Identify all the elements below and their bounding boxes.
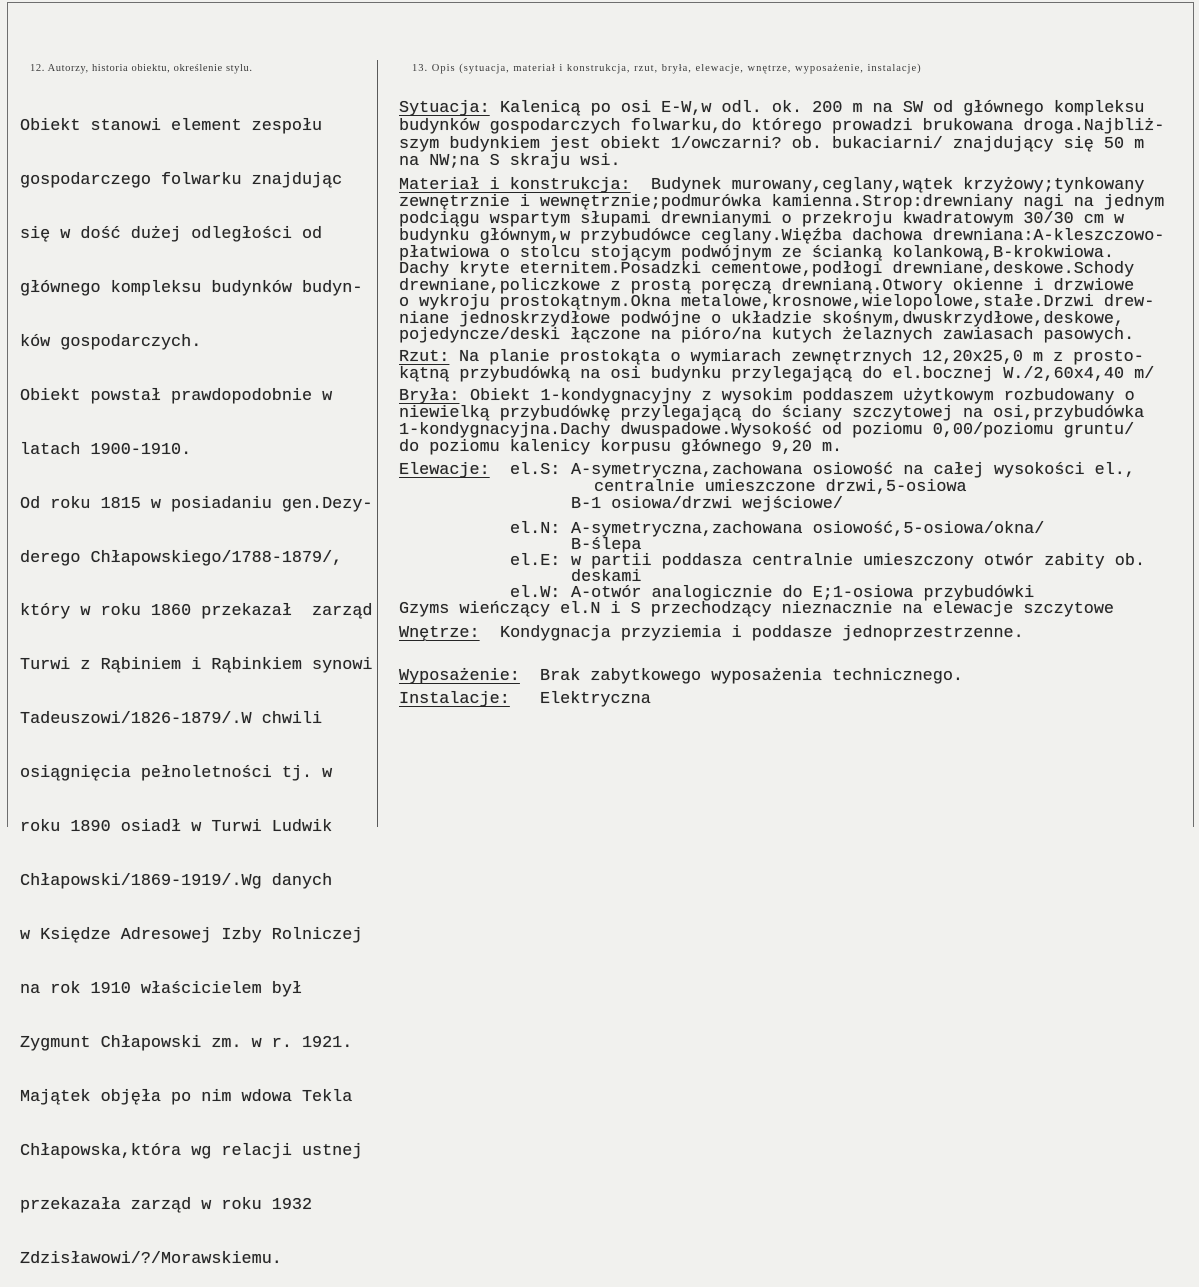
elevation-east-label: el.E: bbox=[510, 552, 561, 571]
history-line: w Księdze Adresowej Izby Rolniczej bbox=[20, 926, 363, 946]
history-line: derego Chłapowskiego/1788-1879/, bbox=[20, 548, 343, 568]
bryla-line: do poziomu kalenicy korpusu głównego 9,20 m. bbox=[399, 438, 843, 457]
material-line: Budynek murowany,ceglany,wątek krzyżowy;tynkowany bbox=[651, 176, 1145, 195]
bryla-line: Obiekt 1-kondygnacyjny z wysokim poddaszem użytkowym rozbudowany o bbox=[470, 387, 1135, 406]
bryla-line: 1-kondygnacyjna.Dachy dwuspadowe.Wysokość od poziomu 0,00/poziomu gruntu/ bbox=[399, 421, 1135, 440]
elevation-north-line: A-symetryczna,zachowana osiowość,5-osiowa/okna/ bbox=[571, 520, 1045, 539]
history-line: przekazała zarząd w roku 1932 bbox=[20, 1195, 313, 1215]
elevation-north-label: el.N: bbox=[510, 520, 561, 539]
history-line: Tadeuszowi/1826-1879/.W chwili bbox=[20, 710, 323, 730]
history-line: Turwi z Rąbiniem i Rąbinkiem synowi bbox=[20, 656, 373, 676]
material-line: o wykroju prostokątnym.Okna metalowe,krosnowe,wielopolowe,stałe.Drzwi drew- bbox=[399, 293, 1155, 312]
rzut-label: Rzut: bbox=[399, 348, 450, 367]
material-label: Materiał i konstrukcja: bbox=[399, 176, 631, 195]
elevation-east-line: deskami bbox=[571, 568, 642, 587]
wyposazenie-text: Brak zabytkowego wyposażenia technicznego. bbox=[540, 667, 963, 686]
material-line: podciągu wspartym słupami drewnianymi o przekroju kwadratowym 30/30 cm w bbox=[399, 210, 1125, 229]
history-line: głównego kompleksu budynków budyn- bbox=[20, 278, 363, 298]
instalacje-text: Elektryczna bbox=[540, 690, 651, 709]
material-line: niane jednoskrzydłowe podwójne o układzie skośnym,dwuskrzydłowe,deskowe, bbox=[399, 310, 1125, 329]
history-line: Zdzisławowi/?/Morawskiemu. bbox=[20, 1249, 282, 1269]
rzut-line: kątną przybudówką na osi budynku przylegającą do el.bocznej W./2,60x4,40 m/ bbox=[399, 365, 1155, 384]
sytuacja-label: Sytuacja: bbox=[399, 99, 490, 118]
history-line: osiągnięcia pełnoletności tj. w bbox=[20, 764, 333, 784]
elevation-south-line: B-1 osiowa/drzwi wejściowe/ bbox=[571, 495, 843, 514]
material-line: płatwiowa o stolcu stojącym podwójnym ze ścianką kolankową,B-krokwiowa. bbox=[399, 244, 1114, 263]
bryla-label: Bryła: bbox=[399, 387, 460, 406]
history-line: gospodarczego folwarku znajdując bbox=[20, 170, 343, 190]
bryla-line: niewielką przybudówkę przylegającą do ściany szczytowej na osi,przybudówka bbox=[399, 404, 1145, 423]
elevation-west-line: A-otwór analogicznie do E;1-osiowa przybudówki bbox=[571, 584, 1035, 603]
sytuacja-line: budynków gospodarczych folwarku,do którego prowadzi brukowana droga.Najbliż- bbox=[399, 117, 1165, 136]
history-line: na rok 1910 właścicielem był bbox=[20, 980, 302, 999]
elevation-west-label: el.W: bbox=[510, 584, 561, 603]
elevation-north-line: B-ślepa bbox=[571, 536, 642, 555]
history-line: ków gospodarczych. bbox=[20, 332, 202, 352]
section-12-header: 12. Autorzy, historia obiektu, określenie stylu. bbox=[30, 63, 253, 74]
sytuacja-line: szym budynkiem jest obiekt 1/owczarni? ob. bukaciarni/ znajdujący się 50 m bbox=[399, 135, 1145, 154]
history-line: Obiekt stanowi element zespołu bbox=[20, 117, 323, 136]
instalacje-label: Instalacje: bbox=[399, 690, 510, 709]
history-line: Obiekt powstał prawdopodobnie w bbox=[20, 386, 333, 406]
elevation-east-line: w partii poddasza centralnie umieszczony otwór zabity ob. bbox=[571, 552, 1146, 571]
material-line: budynku głównym,w przybudówce ceglany.Więźba dachowa drewniana:A-kleszczowo- bbox=[399, 227, 1165, 246]
sytuacja-line: na NW;na S skraju wsi. bbox=[399, 152, 621, 171]
history-line: się w dość dużej odległości od bbox=[20, 224, 323, 244]
section-13-header: 13. Opis (sytuacja, materiał i konstrukcja, rzut, bryła, elewacje, wnętrze, wyposażenie, instalacje) bbox=[412, 63, 922, 74]
material-line: Dachy kryte eternitem.Posadzki cementowe,podłogi drewniane,deskowe.Schody bbox=[399, 260, 1135, 279]
wyposazenie-label: Wyposażenie: bbox=[399, 667, 520, 686]
material-line: pojedyncze/deski łączone na pióro/na kutych żelaznych zawiasach pasowych. bbox=[399, 326, 1135, 345]
history-line: Zygmunt Chłapowski zm. w r. 1921. bbox=[20, 1033, 353, 1053]
history-line: latach 1900-1910. bbox=[20, 440, 192, 460]
sytuacja-line: Kalenicą po osi E-W,w odl. ok. 200 m na SW od głównego kompleksu bbox=[500, 99, 1145, 118]
history-line: roku 1890 osiadł w Turwi Ludwik bbox=[20, 818, 333, 838]
history-line: Majątek objęła po nim wdowa Tekla bbox=[20, 1087, 353, 1107]
material-line: drewniane,policzkowe z prostą poręczą drewnianą.Otwory okienne i drzwiowe bbox=[399, 277, 1135, 296]
elewacje-label: Elewacje: bbox=[399, 461, 490, 480]
history-line: Od roku 1815 w posiadaniu gen.Dezy- bbox=[20, 494, 373, 514]
elewacje-note: Gzyms wieńczący el.N i S przechodzący nieznacznie na elewacje szczytowe bbox=[399, 600, 1114, 619]
history-column bbox=[20, 82, 372, 1287]
wnetrze-text: Kondygnacja przyziemia i poddasze jednoprzestrzenne. bbox=[500, 624, 1024, 643]
history-line: Chłapowski/1869-1919/.Wg danych bbox=[20, 872, 333, 892]
column-divider bbox=[377, 60, 378, 827]
elevation-south-line: A-symetryczna,zachowana osiowość na całej wysokości el., bbox=[571, 461, 1135, 480]
material-line: zewnętrznie i wewnętrznie;podmurówka kamienna.Strop:drewniany nagi na jednym bbox=[399, 193, 1165, 212]
elevation-south-label: el.S: bbox=[510, 461, 561, 480]
elevation-south-line: centralnie umieszczone drzwi,5-osiowa bbox=[594, 478, 967, 497]
rzut-line: Na planie prostokąta o wymiarach zewnętrznych 12,20x25,0 m z prosto- bbox=[459, 348, 1144, 367]
history-line: który w roku 1860 przekazał zarząd bbox=[20, 602, 373, 622]
wnetrze-label: Wnętrze: bbox=[399, 624, 480, 643]
history-line: Chłapowska,która wg relacji ustnej bbox=[20, 1141, 363, 1161]
